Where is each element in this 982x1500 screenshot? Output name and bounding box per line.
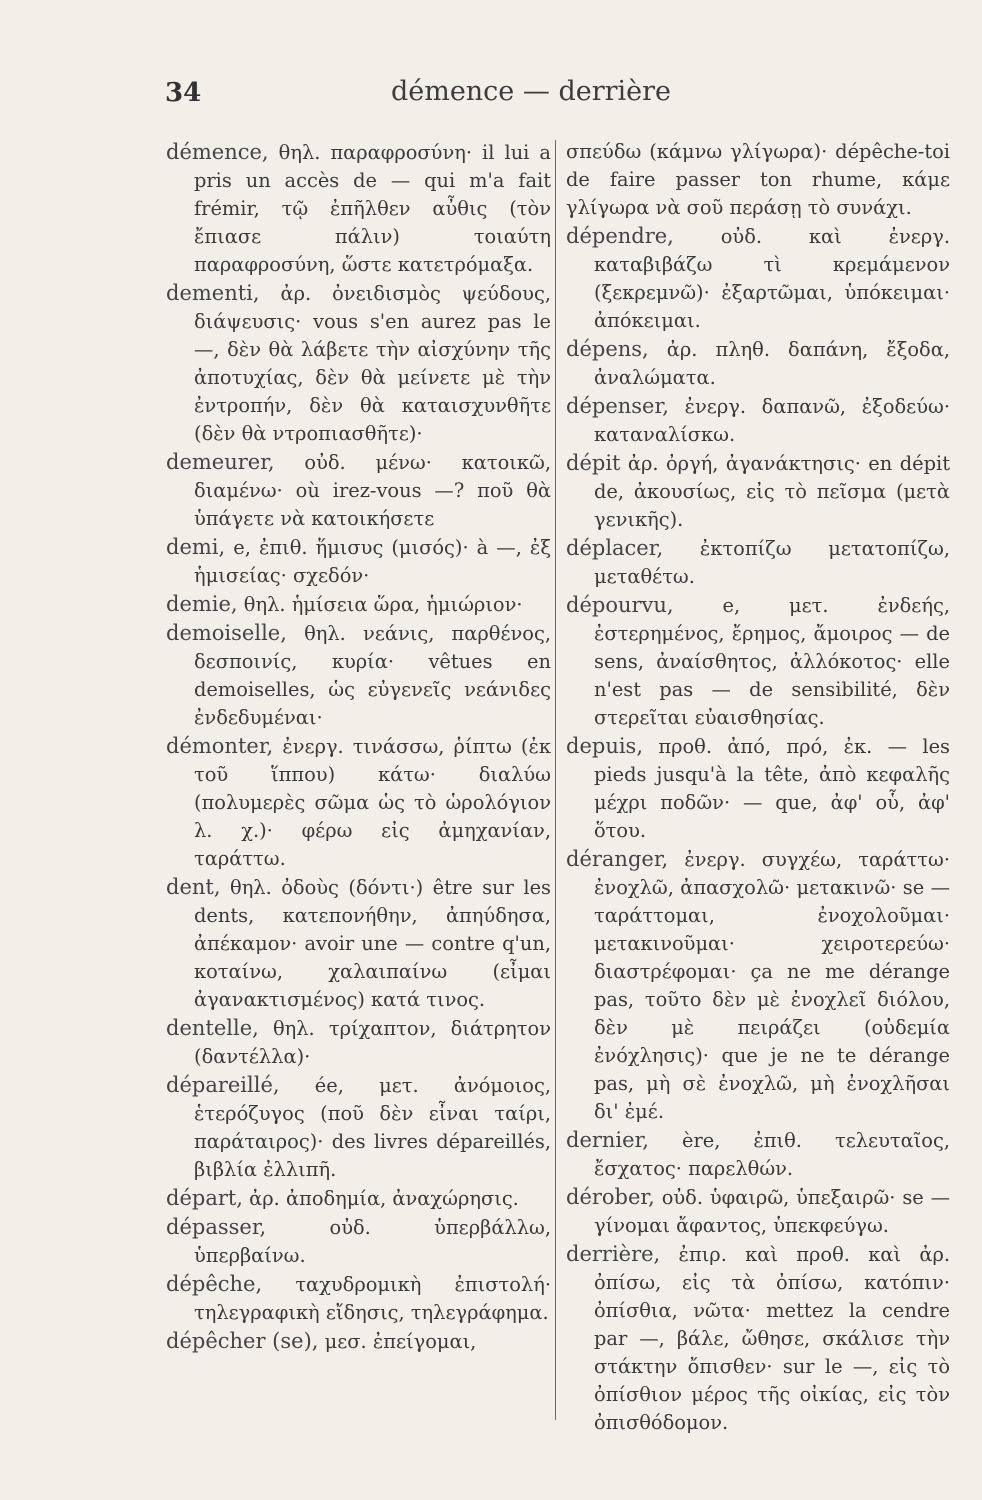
entry-headword: dérober, [566,1185,655,1209]
dictionary-entry [166,590,551,619]
entry-headword: déplacer, [566,536,664,560]
entry-text: e, ἐπιθ. ἥμισυς (μισός)· à —, ἐξ ἡμισείας· σχεδόν· [194,536,551,587]
dictionary-entry [566,1240,950,1437]
entry-text: ἀρ. ὀνειδισμὸς ψεύδους, διάψευσις· vous s'en aurez pas le —, δὲν θὰ λάβετε τὴν αἰσχύνην τῆς ἀποτυχίας, δὲν θὰ μείνετε μὲ τὴν ἐντροπήν, δὲν θὰ καταισχυνθῆτε (δὲν θὰ ντροπιασθῆτε)· [194,282,551,445]
entry-text: ἐκτοπίζω μετατοπίζω, μεταθέτω. [594,537,950,588]
dictionary-entry [566,335,950,392]
entry-text: οὐδ. καὶ ἐνεργ. καταβιβάζω τὶ κρεμάμενον (ξεκρεμνῶ)· ἐξαρτῶμαι, ὑπόκειμαι· ἀπόκειμαι. [594,225,950,332]
dictionary-entry [566,392,950,449]
entry-headword: dépenser, [566,394,669,418]
entry-text: προθ. ἀπό, πρό, ἐκ. — les pieds jusqu'à la tête, ἀπὸ κεφαλῆς μέχρι ποδῶν· — que, ἀφ' οὗ, ἀφ' ὅτου. [594,735,950,842]
entry-headword: dentelle, [166,1016,259,1040]
dictionary-entry [566,222,950,335]
right-column [566,138,950,1437]
dictionary-entry [166,1327,551,1356]
entry-text: θηλ. νεάνις, παρθένος, δεσποινίς, κυρία· vêtues en demoiselles, ὡς εὐγενεῖς νεάνιδες ἐνδεδυμέναι· [194,622,552,729]
entry-headword: demi, [166,535,226,559]
entry-headword: demie, [166,592,238,616]
dictionary-entry [566,449,950,534]
column-divider [555,140,556,1420]
entry-headword: depuis, [566,734,644,758]
dictionary-entry [166,279,551,448]
entry-headword: dépourvu, [566,593,674,617]
entry-headword: dernier, [566,1128,649,1152]
entry-text: σπεύδω (κάμνω γλίγωρα)· dépêche-toi de faire passer ton rhume, κάμε γλίγωρα νὰ σοῦ περάσῃ τὸ συνάχι. [566,140,950,219]
entry-text: ἐνεργ. δαπανῶ, ἐξοδεύω· καταναλίσκω. [594,395,950,446]
dictionary-entry [166,1184,551,1213]
dictionary-entry [566,845,950,1126]
dictionary-entry [166,873,551,1014]
dictionary-entry [166,448,551,533]
entry-text: οὐδ. μένω· κατοικῶ, διαμένω· où irez-vous —? ποῦ θὰ ὑπάγετε νὰ κατοικήσετε [194,451,551,530]
dictionary-entry [166,732,551,873]
entry-headword: dépareillé, [166,1073,280,1097]
dictionary-entry [566,732,950,845]
left-column [166,138,551,1356]
dictionary-entry [166,1071,551,1184]
entry-text: ταχυδρομικὴ ἐπιστολή· τηλεγραφικὴ εἴδησις, τηλεγράφημα. [194,1273,551,1324]
entry-text: θηλ. τρίχαπτον, διάτρητον (δαντέλλα)· [194,1017,551,1068]
entry-headword: départ, [166,1186,243,1210]
entry-text: οὐδ. ὑπερβάλλω, ὑπερβαίνω. [194,1216,551,1267]
entry-headword: dépens, [566,337,649,361]
dictionary-entry [166,1270,551,1327]
entry-headword: dépasser, [166,1215,267,1239]
dictionary-entry [566,1126,950,1183]
entry-text: θηλ. ἡμίσεια ὥρα, ἡμιώριον· [243,593,523,616]
entry-headword: demeurer, [166,450,275,474]
entry-text: ἐνεργ. συγχέω, ταράττω· ἐνοχλῶ, ἀπασχολῶ· μετακινῶ· se — ταράττομαι, ἐνοχολοῦμαι· μετακινοῦμαι· χειροτερεύω· διαστρέφομαι· ça ne me dérange pas, τοῦτο δὲν μὲ ἐνοχλεῖ διόλου, δὲν μὲ πειράζει (οὐδεμία ἐνόχλησις)· que je ne te dérange pas, μὴ σὲ ἐνοχλῶ, μὴ ἐνοχλῆσαι δι' ἐμέ. [594,848,950,1123]
entry-text: e, μετ. ἐνδεής, ἐστερημένος, ἔρημος, ἄμοιρος — de sens, ἀναίσθητος, ἀλλόκοτος· elle n'est pas — de sensibilité, δὲν στερεῖται εὐαισθησίας. [594,594,950,729]
dictionary-entry [566,1183,950,1240]
page-number: 34 [165,78,202,108]
entry-text: ère, ἐπιθ. τελευταῖος, ἔσχατος· παρελθών. [594,1129,950,1180]
dictionary-entry [566,591,950,732]
entry-headword: dépit [566,451,621,475]
running-head: démence — derrière [390,76,672,107]
entry-text: ἀρ. ἀποδημία, ἀναχώρησις. [249,1187,519,1210]
dictionary-entry [566,138,950,222]
entry-text: ἀρ. πληθ. δαπάνη, ἔξοδα, ἀναλώματα. [594,338,950,389]
entry-headword: derrière, [566,1242,661,1266]
entry-headword: dementi, [166,281,260,305]
dictionary-entry [166,1014,551,1071]
dictionary-entry [166,138,551,279]
entry-headword: démence, [166,140,269,164]
entry-text: ἐπιρ. καὶ προθ. καὶ ἀρ. ὀπίσω, εἰς τὰ ὀπίσω, κατόπιν· ὀπίσθια, νῶτα· mettez la cendre par —, βάλε, ὤθησε, σκάλισε τὴν στάκτην ὄπισθεν· sur le —, εἰς τὸ ὀπίσθιον μέρος τῆς οἰκίας, εἰς τὸν ὀπισθόδομον. [594,1243,951,1434]
entry-text: ἐνεργ. τινάσσω, ῥίπτω (ἐκ τοῦ ἵππου) κάτω· διαλύω (πολυμερὲς σῶμα ὡς τὸ ὡρολόγιον λ. χ.)· φέρω εἰς ἀμηχανίαν, ταράττω. [194,735,551,870]
entry-headword: demoiselle, [166,621,287,645]
entry-text: ἀρ. ὀργή, ἀγανάκτησις· en dépit de, ἀκουσίως, εἰς τὸ πεῖσμα (μετὰ γενικῆς). [594,452,950,531]
entry-text: θηλ. ὀδοὺς (δόντι·) être sur les dents, κατεπονήθην, ἀπηύδησα, ἀπέκαμον· avoir une — contre q'un, κοταίνω, χαλαιπαίνω (εἶμαι ἀγανακτισμένος) κατά τινος. [194,876,551,1011]
entry-headword: dépendre, [566,224,674,248]
dictionary-entry [166,533,551,590]
entry-headword: dépêche, [166,1272,263,1296]
entry-headword: dépêcher (se), [166,1329,319,1353]
entry-text: ée, μετ. ἀνόμοιος, ἑτερόζυγος (ποῦ δὲν εἶναι ταίρι, παράταιρος)· des livres dépareillés, βιβλία ἐλλιπῆ. [194,1074,551,1181]
entry-text: θηλ. παραφροσύνη· il lui a pris un accès de — qui m'a fait frémir, τῷ ἐπῆλθεν αὖθις (τὸν ἔπιασε πάλιν) τοιαύτη παραφροσύνη, ὥστε κατετρόμαξα. [194,141,551,276]
entry-headword: déranger, [566,847,669,871]
dictionary-entry [166,1213,551,1270]
entry-headword: démonter, [166,734,274,758]
entry-text: οὐδ. ὑφαιρῶ, ὑπεξαιρῶ· se — γίνομαι ἄφαντος, ὑπεκφεύγω. [594,1186,950,1237]
entry-headword: dent, [166,875,221,899]
dictionary-entry [166,619,551,732]
entry-text: μεσ. ἐπείγομαι, [324,1330,477,1353]
dictionary-entry [566,534,950,591]
